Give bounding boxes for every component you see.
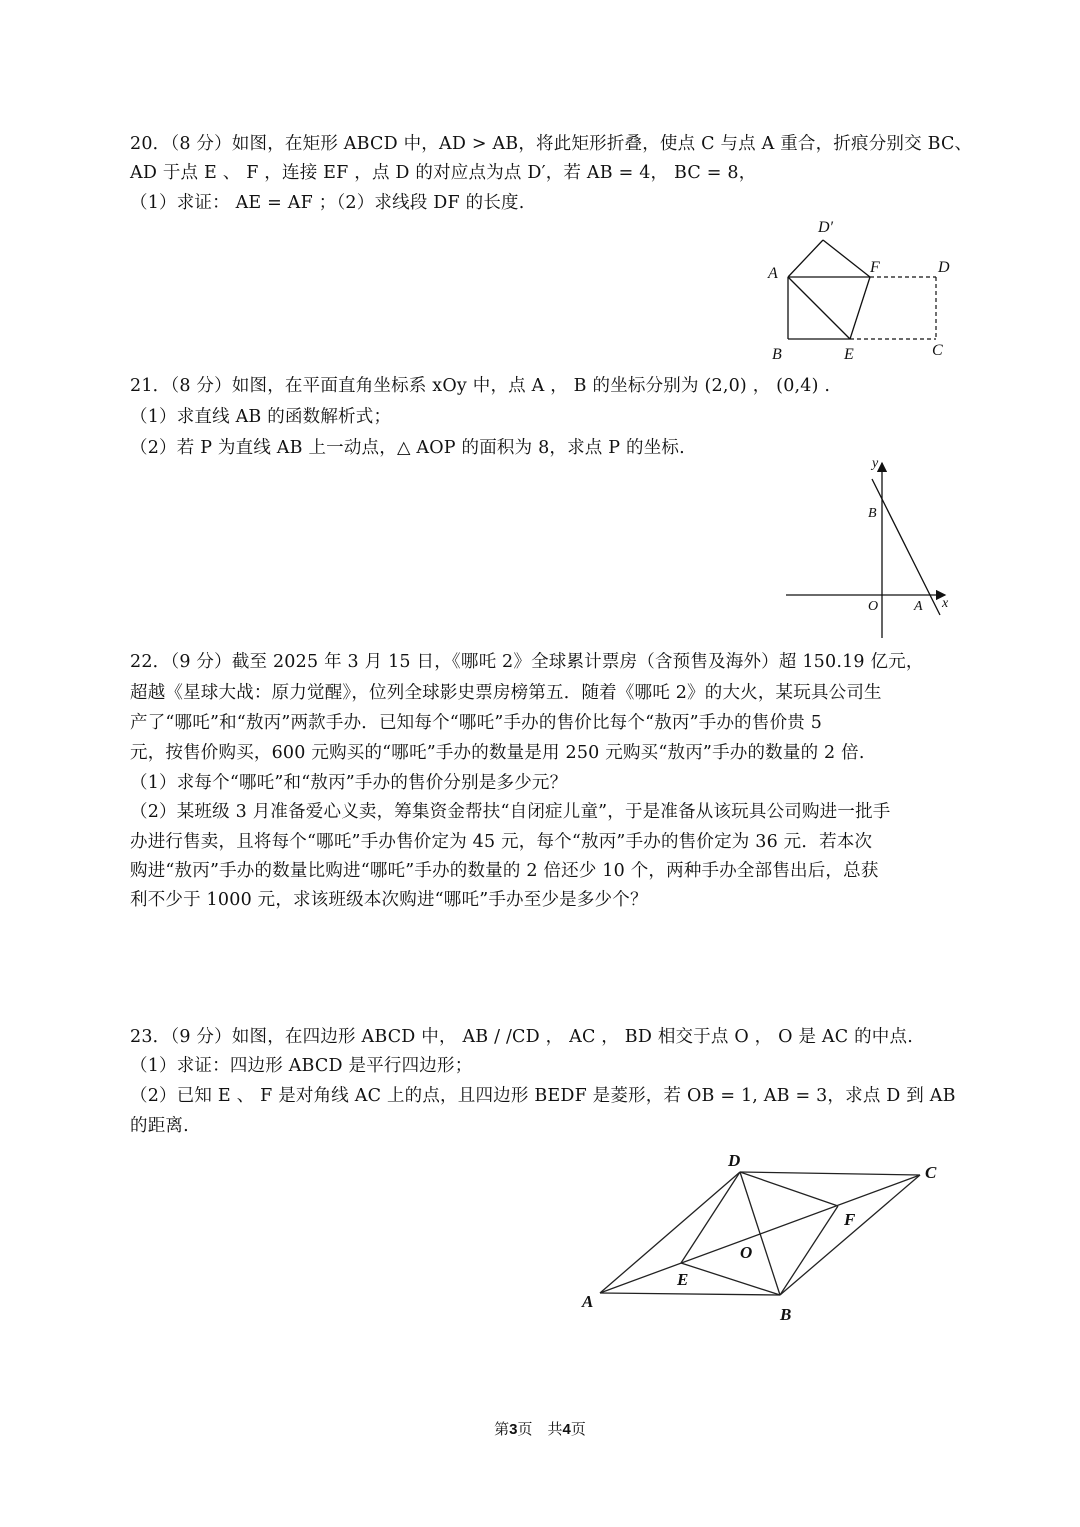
q23-label-C: C: [925, 1163, 937, 1182]
q23-label-F: F: [844, 1210, 856, 1229]
q22-line-6: （2）某班级 3 月准备爱心义卖，筹集资金帮扶“自闭症儿童”，于是准备从该玩具公司购进一批手: [130, 802, 891, 822]
q22-line-9: 利不少于 1000 元，求该班级本次购进“哪吒”手办至少是多少个？: [130, 890, 648, 910]
q22-line-5: （1）求每个“哪吒”和“敖丙”手办的售价分别是多少元？: [130, 773, 568, 793]
q20-label-D: D: [938, 259, 950, 276]
q21-label-A: A: [914, 599, 923, 614]
q23-figure: [570, 1150, 960, 1330]
page-footer: [0, 1418, 1080, 1439]
q21-label-B: B: [868, 506, 877, 521]
q20-label-A: A: [768, 265, 778, 282]
q20-label-Dprime: D′: [818, 219, 834, 236]
q22-line-4: 元，按售价购买，600 元购买的“哪吒”手办的数量是用 250 元购买“敖丙”手办的数量的 2 倍.: [130, 743, 865, 763]
q20-label-F: F: [870, 259, 880, 276]
q23-line-3: （2）已知 E 、 F 是对角线 AC 上的点，且四边形 BEDF 是菱形，若 OB = 1, AB = 3，求点 D 到 AB: [130, 1086, 956, 1106]
q21-line-1: 21．（8 分）如图，在平面直角坐标系 xOy 中，点 A ， B 的坐标分别为 (2,0) ， (0,4) .: [130, 376, 831, 396]
q22-line-1: 22．（9 分）截至 2025 年 3 月 15 日，《哪吒 2》全球累计票房（含预售及海外）超 150.19 亿元，: [130, 652, 924, 672]
q23-line-2: （1）求证：四边形 ABCD 是平行四边形；: [130, 1056, 473, 1076]
q23-label-A: A: [582, 1292, 594, 1311]
q22-line-2: 超越《星球大战：原力觉醒》，位列全球影史票房榜第五．随着《哪吒 2》的大火，某玩具公司生: [130, 683, 882, 703]
q23-line-1: 23．（9 分）如图，在四边形 ABCD 中， AB / /CD ， AC ， BD 相交于点 O ， O 是 AC 的中点.: [130, 1027, 913, 1047]
q20-line-3: （1）求证： AE = AF ；（2）求线段 DF 的长度.: [130, 193, 525, 213]
q20-line-1: 20．（8 分）如图，在矩形 ABCD 中，AD > AB，将此矩形折叠，使点 C 与点 A 重合，折痕分别交 BC、: [130, 134, 973, 154]
footer-total-pages: 4: [562, 1421, 571, 1438]
footer-page-number: 3: [509, 1421, 518, 1438]
q22-line-8: 购进“敖丙”手办的数量比购进“哪吒”手办的数量的 2 倍还少 10 个，两种手办全部售出后，总获: [130, 861, 879, 881]
q21-figure: [780, 455, 960, 645]
q23-label-O: O: [740, 1243, 753, 1262]
q21-line-2: （1）求直线 AB 的函数解析式；: [130, 407, 392, 427]
q20-figure: [760, 215, 960, 365]
q20-label-C: C: [932, 342, 943, 359]
q20-label-E: E: [844, 346, 854, 363]
q20-line-2: AD 于点 E 、 F ，连接 EF ，点 D 的对应点为点 D′，若 AB = 4， BC = 8，: [130, 163, 757, 183]
q23-label-D: D: [728, 1151, 741, 1170]
footer-suffix: 页: [570, 1420, 586, 1438]
q21-label-x: x: [942, 596, 949, 611]
q22-line-7: 办进行售卖，且将每个“哪吒”手办售价定为 45 元，每个“敖丙”手办的售价定为 36 元．若本次: [130, 832, 873, 852]
q21-label-O: O: [868, 599, 879, 614]
q23-label-B: B: [780, 1305, 792, 1324]
q21-label-y: y: [872, 456, 879, 471]
q21-line-3: （2）若 P 为直线 AB 上一动点，△ AOP 的面积为 8，求点 P 的坐标.: [130, 438, 685, 458]
footer-prefix: 第: [494, 1420, 510, 1438]
q22-line-3: 产了“哪吒”和“敖丙”两款手办．已知每个“哪吒”手办的售价比每个“敖丙”手办的售价贵 5: [130, 713, 823, 733]
q23-line-4: 的距离.: [130, 1116, 189, 1136]
q20-label-B: B: [772, 346, 782, 363]
footer-middle: 页 共: [517, 1420, 563, 1438]
q23-label-E: E: [677, 1270, 689, 1289]
